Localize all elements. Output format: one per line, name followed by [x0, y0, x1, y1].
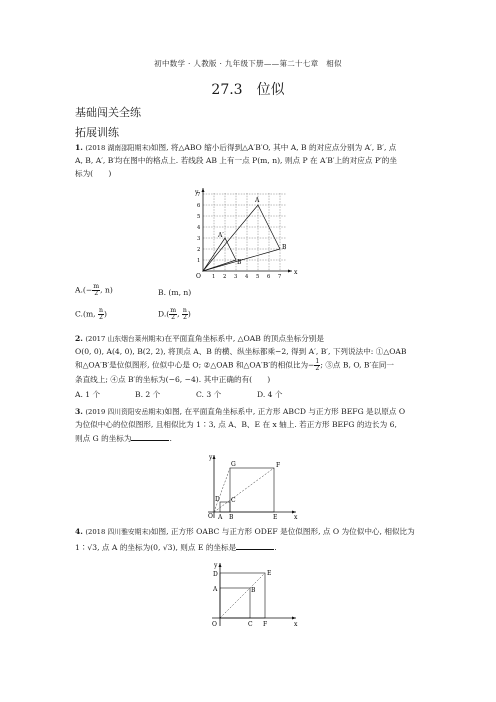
q3-point-D: D: [215, 496, 220, 503]
q2-line4: 条直线上; ④点 B′的坐标为(−6, −4). 其中正确的有( ): [75, 375, 271, 384]
svg-text:7: 7: [197, 192, 201, 198]
q1-option-C[interactable]: C.(m, $\frac{n}{2}$ ): [75, 307, 107, 321]
q1-figure: [192, 185, 302, 281]
q4-point-B: B: [251, 587, 256, 594]
q3-axis-y: y: [209, 454, 213, 461]
q3-axis-x: x: [294, 514, 298, 520]
svg-text:4: 4: [197, 225, 201, 231]
q1-source: (2018 湖南邵阳期末): [85, 144, 151, 152]
svg-text:3: 3: [234, 274, 238, 280]
q2-line2: O(0, 0), A(4, 0), B(2, 2), 将顶点 A、B 的横、纵坐标都乘−2, 得到 A′, B′, 下列说法中: ①△OAB: [75, 347, 407, 356]
svg-text:1: 1: [197, 258, 201, 264]
q4-axis-y: y: [214, 562, 218, 569]
q2-line1: 2. (2017 山东烟台莱州期末)在平面直角坐标系中, △OAB 的顶点坐标分别是: [75, 334, 324, 343]
q4-line2: 1∶√3, 点 A 的坐标为(0, √3), 则点 E 的坐标是 .: [75, 543, 277, 552]
svg-text:6: 6: [267, 274, 271, 280]
q3-point-E: E: [273, 514, 278, 520]
q1-option-B[interactable]: B. (m, n): [158, 288, 192, 297]
q3-point-B: B: [229, 514, 234, 520]
q1-point-B2: B′: [237, 259, 243, 266]
q3-line2: 为位似中心的位似图形, 且相似比为 1∶3, 点 A、B、E 在 x 轴上. 若正方形 BEFG 的边长为 6,: [75, 420, 397, 429]
q2-line3: 和△OA′B′是位似图形, 位似中心是 O; ②△OAB 和△OA′B′的相似比为− $\frac{1}{2}$ ; ③点 B, O, B′在同一: [75, 358, 395, 372]
q4-line1: 4. (2018 四川雅安期末)如图, 正方形 OABC 与正方形 ODEF 是位似图形, 点 O 为位似中心, 相似比为: [75, 527, 415, 536]
q1-point-B: B: [282, 244, 287, 251]
q1-origin: O: [196, 273, 201, 280]
q3-point-G: G: [231, 461, 236, 468]
svg-text:2: 2: [197, 247, 201, 253]
q2-option-D[interactable]: D. 4 个: [257, 390, 283, 399]
q4-axis-x: x: [294, 621, 298, 628]
q2-option-C[interactable]: C. 3 个: [196, 390, 222, 399]
q3-point-A: A: [218, 514, 223, 520]
q3-line3: 则点 G 的坐标为 .: [75, 434, 172, 443]
svg-text:7: 7: [278, 274, 282, 280]
q4-figure: [208, 560, 300, 630]
svg-text:5: 5: [256, 274, 260, 280]
q3-answer-blank[interactable]: [131, 432, 169, 441]
q4-answer-blank[interactable]: [236, 541, 274, 550]
q1-text1: 如图, 将△ABO 缩小后得到△A′B′O, 其中 A, B 的对应点分别为 A′, B′, 点: [150, 143, 397, 152]
q1-axis-y: y: [195, 189, 199, 196]
q2-option-B[interactable]: B. 2 个: [135, 390, 161, 399]
svg-text:6: 6: [197, 203, 201, 209]
q1-line1: [75, 142, 396, 154]
q3-point-F: F: [276, 462, 281, 469]
q4-point-A: A: [213, 586, 218, 593]
q4-origin: O: [212, 621, 217, 628]
svg-text:5: 5: [197, 214, 201, 220]
q1-point-A: A: [255, 197, 260, 204]
svg-text:3: 3: [197, 236, 201, 242]
q4-point-C: C: [248, 621, 253, 628]
q3-point-C: C: [231, 497, 236, 504]
svg-text:2: 2: [223, 274, 227, 280]
q1-option-D[interactable]: D.( $\frac{m}{2}$ , $\frac{n}{2}$ ): [158, 307, 191, 321]
section-heading-basic: 基础闯关全练: [75, 106, 141, 119]
q1-option-A[interactable]: A.(− $\frac{m}{2}$ , n): [75, 283, 113, 297]
q3-origin: O: [208, 513, 213, 520]
q4-point-D: D: [213, 571, 218, 578]
q1-line2: A, B, A′, B′均在图中的格点上. 若线段 AB 上有一点 P(m, n), 则点 P 在 A′B′上的对应点 P′的坐: [75, 156, 397, 165]
section-title: 27.3 位似: [211, 82, 285, 98]
q1-line3: 标为( ): [75, 169, 112, 178]
q3-line1: 3. (2019 四川资阳安岳期末)如图, 在平面直角坐标系中, 正方形 ABCD 与正方形 BEFG 是以原点 O: [75, 407, 406, 416]
page-header: 初中数学 · 人教版 · 九年级下册——第二十七章 相似: [154, 59, 342, 68]
q1-axis-x: x: [294, 269, 298, 276]
q2-option-A[interactable]: A. 1 个: [75, 390, 101, 399]
q1-number: 1.: [75, 143, 83, 152]
q3-figure: [200, 452, 300, 520]
svg-text:1: 1: [212, 274, 216, 280]
q1-point-A2: A′: [218, 232, 224, 239]
svg-text:4: 4: [245, 274, 249, 280]
section-heading-extension: 拓展训练: [75, 126, 119, 139]
q4-point-F: F: [263, 621, 268, 628]
q4-point-E: E: [267, 570, 272, 577]
